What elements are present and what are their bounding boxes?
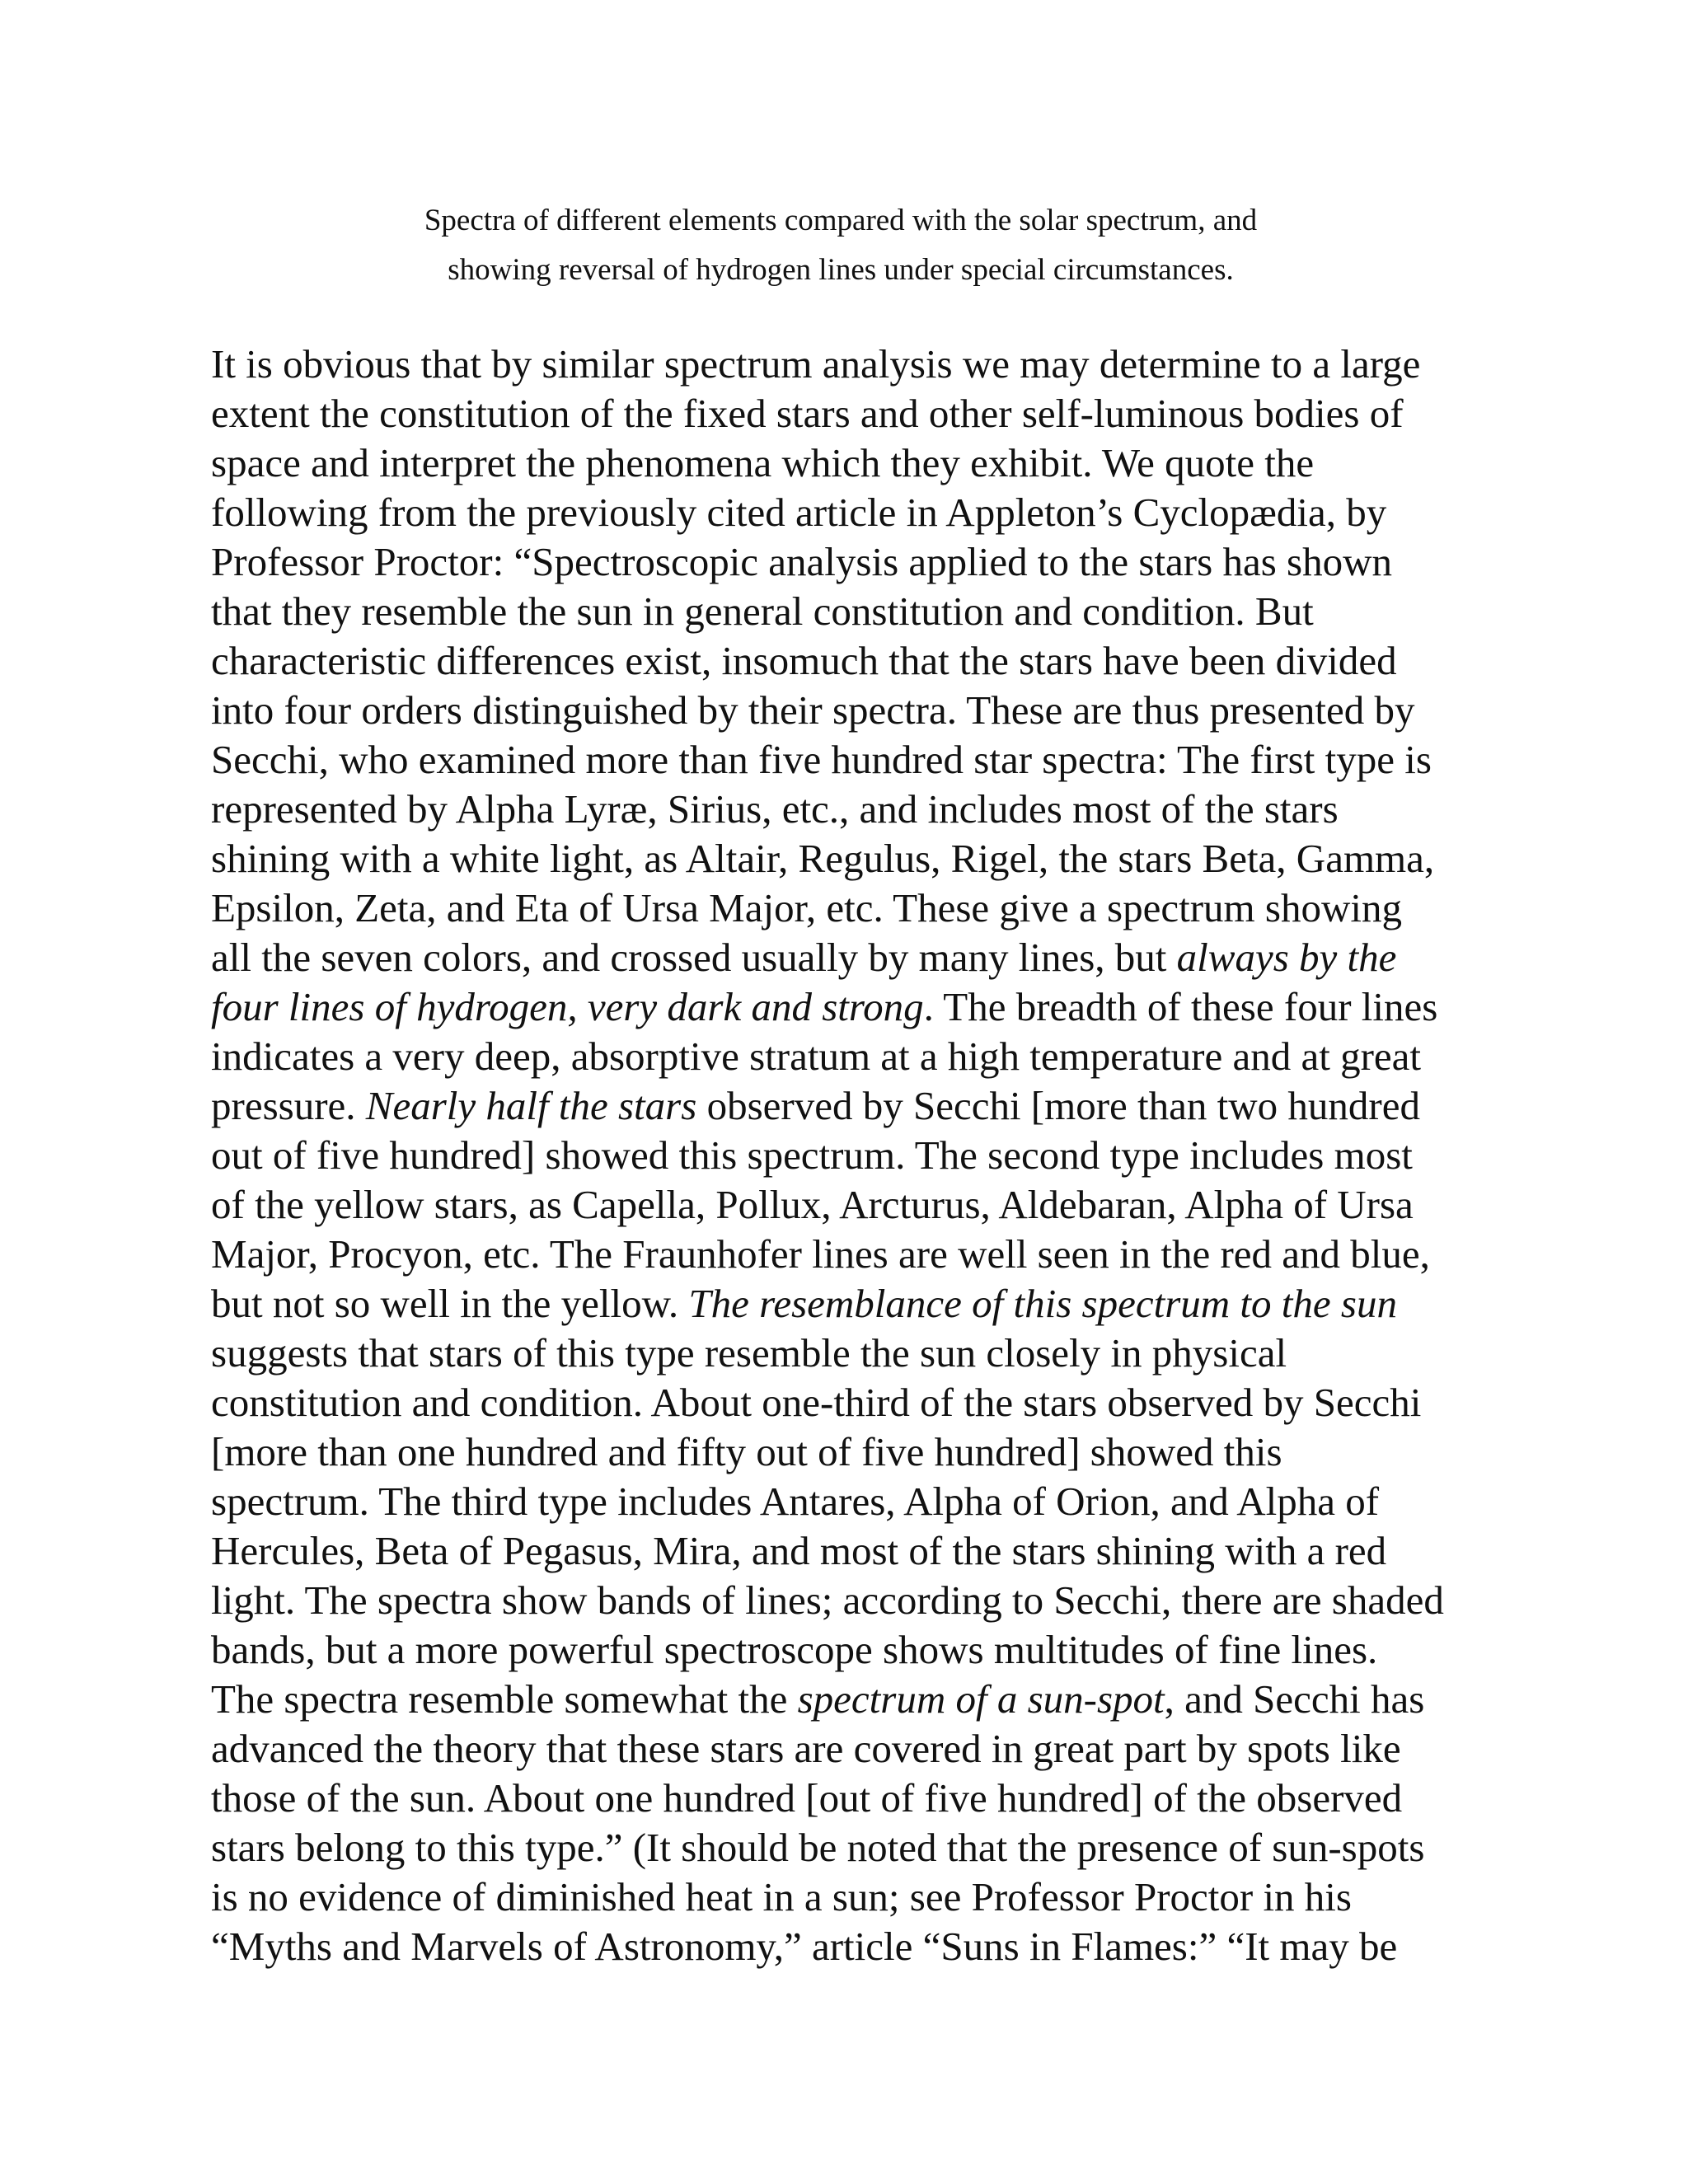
text-line: [211, 389, 1497, 438]
italic-text: spectrum of a sun-spot: [797, 1676, 1165, 1722]
italic-text: four lines of hydrogen, very dark and strong: [211, 984, 924, 1029]
text-run: Secchi, who examined more than five hundred star spectra: The first type is: [211, 737, 1432, 782]
text-run: Professor Proctor: “Spectroscopic analysis applied to the stars has shown: [211, 539, 1392, 584]
text-line: [211, 1526, 1497, 1576]
text-run: Hercules, Beta of Pegasus, Mira, and most of the stars shining with a red: [211, 1528, 1387, 1573]
text-run: The spectra resemble somewhat the: [211, 1676, 798, 1722]
text-line: [211, 1081, 1497, 1131]
text-line: [211, 1279, 1497, 1329]
figure-caption: [272, 196, 1409, 295]
text-line: [211, 1922, 1497, 1971]
text-line: [211, 982, 1497, 1032]
text-line: [211, 735, 1497, 785]
text-run: advanced the theory that these stars are covered in great part by spots like: [211, 1726, 1401, 1771]
text-line: [211, 1872, 1497, 1922]
text-run: out of five hundred] showed this spectrum. The second type includes most: [211, 1132, 1413, 1178]
text-run: constitution and condition. About one-third of the stars observed by Secchi: [211, 1380, 1422, 1425]
text-line: [211, 785, 1497, 834]
text-run: those of the sun. About one hundred [out of five hundred] of the observed: [211, 1775, 1403, 1821]
text-run: shining with a white light, as Altair, Regulus, Rigel, the stars Beta, Gamma,: [211, 836, 1435, 881]
text-line: [211, 1032, 1497, 1081]
text-run: bands, but a more powerful spectroscope shows multitudes of fine lines.: [211, 1627, 1378, 1672]
text-line: [211, 587, 1497, 636]
text-run: pressure.: [211, 1083, 366, 1128]
text-run: . The breadth of these four lines: [923, 984, 1438, 1029]
text-run: Epsilon, Zeta, and Eta of Ursa Major, etc. These give a spectrum showing: [211, 885, 1402, 930]
text-line: [211, 686, 1497, 735]
text-run: spectrum. The third type includes Antares, Alpha of Orion, and Alpha of: [211, 1479, 1380, 1524]
text-run: “Myths and Marvels of Astronomy,” article “Suns in Flames:” “It may be: [211, 1924, 1398, 1969]
text-line: [211, 1329, 1497, 1378]
text-run: into four orders distinguished by their spectra. These are thus presented by: [211, 687, 1415, 733]
text-line: [211, 488, 1497, 537]
text-run: represented by Alpha Lyræ, Sirius, etc., and includes most of the stars: [211, 786, 1339, 832]
text-line: [211, 1576, 1497, 1625]
text-run: stars belong to this type.” (It should be noted that the presence of sun-spots: [211, 1825, 1425, 1870]
text-line: [211, 1774, 1497, 1823]
text-run: of the yellow stars, as Capella, Pollux, Arcturus, Aldebaran, Alpha of Ursa: [211, 1182, 1414, 1227]
text-line: [211, 1724, 1497, 1774]
text-run: that they resemble the sun in general constitution and condition. But: [211, 588, 1314, 634]
text-line: [211, 438, 1497, 488]
text-run: [more than one hundred and fifty out of five hundred] showed this: [211, 1429, 1282, 1474]
text-line: [211, 537, 1497, 587]
text-line: [211, 1823, 1497, 1872]
text-run: light. The spectra show bands of lines; according to Secchi, there are shaded: [211, 1577, 1444, 1623]
text-line: [211, 1625, 1497, 1675]
text-run: indicates a very deep, absorptive stratum at a high temperature and at great: [211, 1033, 1422, 1079]
caption-line: showing reversal of hydrogen lines under special circumstances.: [448, 253, 1234, 287]
text-line: [211, 1131, 1497, 1180]
text-run: extent the constitution of the fixed stars and other self-luminous bodies of: [211, 391, 1404, 436]
text-run: Major, Procyon, etc. The Fraunhofer lines are well seen in the red and blue,: [211, 1231, 1430, 1277]
text-run: suggests that stars of this type resemble the sun closely in physical: [211, 1330, 1287, 1376]
text-run: , and Secchi has: [1164, 1676, 1425, 1722]
text-line: [211, 340, 1497, 389]
italic-text: Nearly half the stars: [365, 1083, 697, 1128]
text-run: observed by Secchi [more than two hundred: [696, 1083, 1420, 1128]
text-line: [211, 636, 1497, 686]
italic-text: The resemblance of this spectrum to the sun: [688, 1281, 1397, 1326]
text-line: [211, 883, 1497, 933]
text-run: It is obvious that by similar spectrum analysis we may determine to a large: [211, 341, 1421, 387]
text-line: [211, 1180, 1497, 1230]
text-line: [211, 834, 1497, 883]
text-run: but not so well in the yellow.: [211, 1281, 689, 1326]
body-paragraph: [211, 340, 1497, 1971]
text-line: [211, 1378, 1497, 1427]
caption-line: Spectra of different elements compared with the solar spectrum, and: [424, 204, 1258, 237]
text-run: all the seven colors, and crossed usually by many lines, but: [211, 935, 1177, 980]
text-line: [211, 1230, 1497, 1279]
text-run: is no evidence of diminished heat in a sun; see Professor Proctor in his: [211, 1874, 1352, 1919]
text-run: characteristic differences exist, insomuch that the stars have been divided: [211, 638, 1397, 683]
text-run: following from the previously cited article in Appleton’s Cyclopædia, by: [211, 490, 1387, 535]
text-line: [211, 1477, 1497, 1526]
text-run: space and interpret the phenomena which they exhibit. We quote the: [211, 440, 1315, 485]
text-line: [211, 1675, 1497, 1724]
text-line: [211, 933, 1497, 982]
text-line: [211, 1427, 1497, 1477]
italic-text: always by the: [1176, 935, 1397, 980]
